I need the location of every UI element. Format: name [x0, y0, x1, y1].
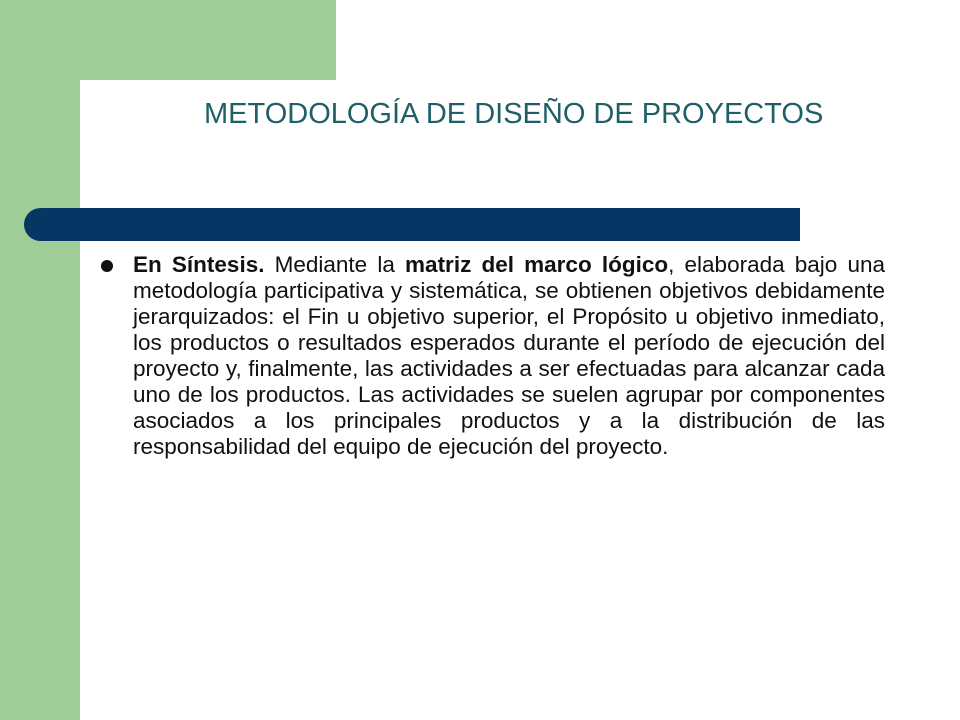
slide-title: METODOLOGÍA DE DISEÑO DE PROYECTOS: [204, 98, 824, 130]
bullet-icon: [101, 260, 113, 272]
paragraph-text-2: , elaborada bajo una metodología participativa y sistemática, se obtienen objetivos debidamente jerarquizados: el Fin u objetivo superior, el Propósito u objetivo inmediato, los productos o resultados esperados durante el período de ejecución del proyecto y, finalmente, las actividades a ser efectuadas para alcanzar cada uno de los productos. Las actividades se suelen agrupar por componentes asociados a los principales productos y a la distribución de las responsabilidad del equipo de ejecución del proyecto.: [133, 252, 886, 459]
paragraph-text-1: Mediante la: [264, 252, 406, 277]
green-top-band: [80, 0, 336, 80]
lead-bold-text: En Síntesis.: [133, 252, 265, 277]
body-paragraph: [133, 252, 885, 460]
green-sidebar-band: [0, 0, 80, 720]
title-divider-bar: [24, 208, 800, 241]
bold-term: matriz del marco lógico: [405, 252, 669, 277]
